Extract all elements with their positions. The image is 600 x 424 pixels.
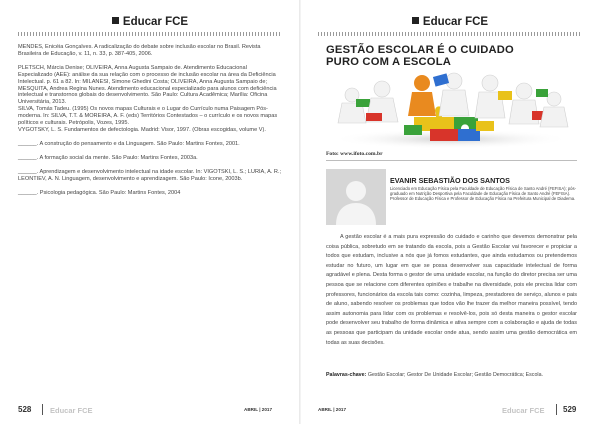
article-paragraph: A gestão escolar é a mais pura expressão do cuidado e carinho que devemos demonstrar pela coisa pública, sobretudo em se tratando da escola, pois a Gestão Escolar vai favorecer e propiciar a todos que estudam, inclusive a nós que já fomos estudantes, que ainda estudamos ou pretendemos estudar no futuro, um lugar em que se possa desenvolver sua capacidade intelectual de forma agradável e plena. Desta forma o gestor de uma unidade escolar, na função do diretor precisa ser uma pessoa que se relacione com diferentes opiniões e trabalhe na diversidade, pois ele precisa lidar com professores, funcionários da escola tais como: cozinha, limpeza, prestadores de serviço, alunos e pais de aluno, sabendo resolver os problemas que todos vão lhe trazer da melhor maneira possível, tendo assim autonomia para lidar com os problemas e resolvê-los, pois só desta maneira o gestor escolar pode desenvolver seu trabalho de forma dinâmica e ativa sempre com a colaboração e ajuda de todas as pessoas que participam da unidade escolar onde atua, sendo assim uma gestão democrática em todas as suas decisões.	[326, 234, 577, 346]
left-header-title: Educar FCE	[122, 16, 189, 28]
figure	[338, 88, 370, 123]
article-photo	[326, 69, 577, 148]
author-name: EVANIR SEBASTIÃO DOS SANTOS	[390, 176, 510, 185]
article-title-line: GESTÃO ESCOLAR É O CUIDADO	[326, 44, 514, 56]
reference-item: ______. Aprendizagem e desenvolvimento intelectual na idade escolar. In: VIGOTSKI, L. S.; LURIA, A. R.; LEONTIEV, A. N. Linguagem, desenvolvimento e aprendizagem. São Paulo: Icone, 2003b.	[18, 168, 282, 182]
reference-item: ______. Psicologia pedagógica. São Paulo: Martins Fontes, 2004	[18, 189, 181, 196]
keywords	[326, 372, 577, 378]
photo-credit: Foto: www.ifoto.com.br	[326, 151, 383, 157]
puzzle-piece-green	[454, 117, 478, 131]
puzzle-piece-yellow	[476, 121, 494, 131]
article-title	[326, 44, 576, 68]
right-footer-divider	[556, 404, 557, 415]
keywords-label: Palavras-chave:	[326, 372, 367, 378]
figure	[536, 89, 568, 127]
right-header	[300, 16, 600, 28]
right-header-stripe	[318, 32, 582, 36]
article-title-line: PURO COM A ESCOLA	[326, 56, 452, 68]
right-page-number: 529	[563, 405, 577, 414]
left-page-number: 528	[18, 405, 32, 414]
person-placeholder-icon	[326, 169, 386, 225]
puzzle-piece-red	[430, 129, 458, 141]
puzzle-piece-green	[404, 125, 422, 135]
left-header	[0, 16, 300, 28]
author-bio: Licenciado em Educação Física pela Faculdade de Educação Física de Santo André (FEFISA); pós-graduado em Nutrição Desportiva pela Faculdade de Educação Física de Santo André (FEFISA). Professor de Educação Física e Professor de Educação Física na Prefeitura Municipal de Diadema.	[390, 186, 576, 202]
references-list	[18, 44, 282, 203]
square-bullet-icon	[412, 17, 419, 24]
figure	[408, 75, 436, 116]
photo-divider	[326, 160, 577, 161]
figure	[366, 81, 398, 122]
square-bullet-icon	[112, 17, 119, 24]
article-body	[326, 233, 577, 348]
reference-item: PLETSCH, Márcia Denise; OLIVEIRA, Anna Augusta Sampaio de. Atendimento Educacional Especializado (AEE): análise da sua relação com o processo de inclusão escolar na área da Deficiência Intelectual. p. 61 a 82. In: MILANESI, Simone Ghedini Costa; OLIVEIRA, Anna Augusta Sampaio de; MESQUITA, Andrea Regina Nunes. Atendimento educacional especializado para alunos com deficiência intelectual e transtornos globais do desenvolvimento. São Paulo: Cultura Acadêmica; Marília: Oficina Universitária, 2013.	[18, 64, 277, 106]
author-avatar	[326, 169, 386, 225]
left-header-stripe	[18, 32, 282, 36]
right-header-title: Educar FCE	[422, 16, 489, 28]
puzzle-figures-illustration	[326, 69, 577, 148]
reference-item: SILVA, Tomás Tadeu. (1995) Os novos mapas Culturais e o Lugar do Currículo numa Paisagem Pós-moderna. In: SILVA, T.T. & MOREIRA, A. F. (eds) Territórios Contestados – o currículo e os novos mapas políticos e culturais. Petrópolis, Vozes, 1995.	[18, 106, 278, 127]
left-footer-divider	[42, 404, 43, 415]
reference-item: VYGOTSKY, L. S. Fundamentos de defectologia. Madrid: Visor, 1997. (Obras escogidas, volume V).	[18, 126, 266, 133]
reference-item: MENDES, Enicéia Gonçalves. A radicalização do debate sobre inclusão escolar no Brasil. Revista Brasileira de Educação, v. 11, n. 33, p. 387-405, 2006.	[18, 44, 261, 57]
left-footer-brand: Educar FCE	[50, 406, 93, 415]
left-footer-date: ABRIL | 2017	[244, 407, 273, 412]
reference-item: ______. A construção do pensamento e da Linguagem. São Paulo: Martins Fontes, 2001.	[18, 140, 240, 147]
figure	[475, 75, 512, 118]
right-footer-date: ABRIL | 2017	[318, 407, 347, 412]
right-footer-brand: Educar FCE	[502, 406, 545, 415]
keywords-list: Gestão Escolar; Gestor De Unidade Escolar; Gestão Democrática; Escola.	[367, 372, 543, 378]
reference-item: ______. A formação social da mente. São Paulo: Martins Fontes, 2003a.	[18, 154, 198, 161]
